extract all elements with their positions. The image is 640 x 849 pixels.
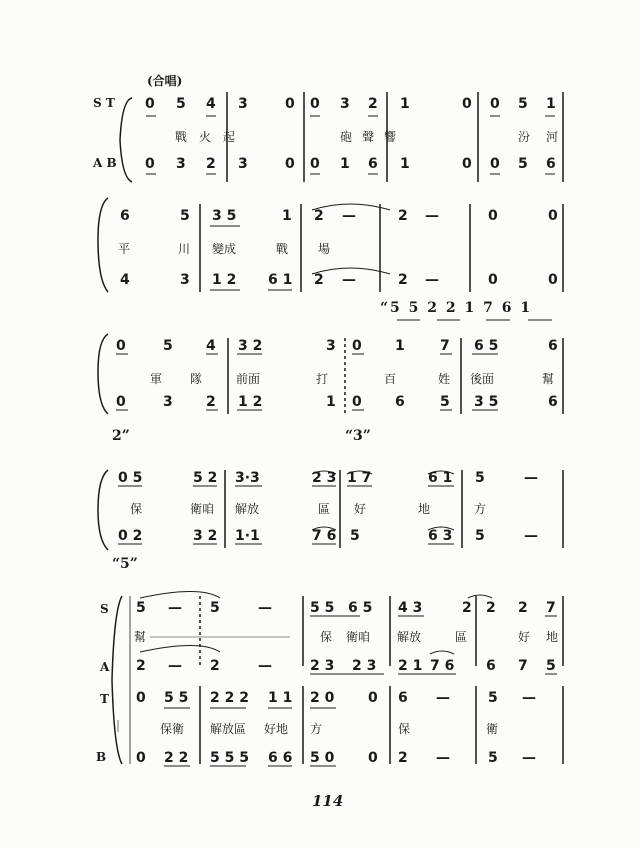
note: 6 [120,208,130,224]
system5-bracket [112,596,122,764]
lyric: 保衛 [160,722,185,736]
note: 2 [136,658,146,674]
note: 6 3 [428,528,453,544]
note: 3 [238,96,248,112]
system2-bracket [98,198,108,292]
note: 5 0 [310,750,335,766]
note: 0 [462,96,472,112]
lyric: 保 [320,630,333,644]
note: 2 [398,750,408,766]
note: 7 [440,338,450,354]
note: 7 6 [430,658,455,674]
lyric: 幫 [542,372,555,386]
section-label: (合唱) [147,74,183,88]
note: 4 [120,272,130,288]
note: 3 [326,338,336,354]
lyric: 汾 [518,130,531,144]
note: 1 [395,338,405,354]
note: 0 [488,208,498,224]
note: 6 5 [348,600,373,616]
note: — [258,600,272,616]
note: 2 [398,208,408,224]
note: 1 2 [238,394,263,410]
note: 0 [116,338,126,354]
note: 5 [350,528,360,544]
note: 2 3 [310,658,335,674]
note: 0 [368,750,378,766]
lyric: 區 [318,502,331,516]
note: 5 5 5 [210,750,249,766]
note: — [168,658,182,674]
note: 2 3 [312,470,337,486]
note: 6 6 [268,750,293,766]
lyric: 地 [418,502,431,516]
note: 6 5 [474,338,499,354]
note: 5 [518,156,528,172]
note: 3 5 [474,394,499,410]
note: 3 5 [212,208,237,224]
lyric: 解放區 [210,722,247,736]
note: 0 [462,156,472,172]
lyric: 衛咱 [346,630,371,644]
note: — [425,272,439,288]
note: 4 3 [398,600,423,616]
note: 5 [488,750,498,766]
note: — [342,272,356,288]
lyric: 衛咱 [190,502,215,516]
note: 6 [548,394,558,410]
note: 5 [136,600,146,616]
note: 0 5 [118,470,143,486]
note: 0 [490,156,500,172]
note: 6 [546,156,556,172]
note: 2 [206,394,216,410]
system3-bracket [98,334,108,414]
note: 2 [314,272,324,288]
note: 6 [398,690,408,706]
note: — [342,208,356,224]
lyric: 解放 [397,630,422,644]
note: 3·3 [235,470,260,486]
note: 0 [548,208,558,224]
note: 5 2 [193,470,218,486]
note: 2 [462,600,472,616]
note: 2 2 [164,750,189,766]
note: 5 [210,600,220,616]
note: 0 [368,690,378,706]
note: 6 1 [268,272,293,288]
note: 2 [518,600,528,616]
lyric: 好 [518,630,531,644]
page-number: 114 [312,792,344,810]
note: 0 [548,272,558,288]
note: 5 [518,96,528,112]
lyric: 戰火起 [175,130,248,144]
lyric: 後面 [470,372,495,386]
note: 0 [116,394,126,410]
note: 0 2 [118,528,143,544]
note: 2 2 2 [210,690,249,706]
note: 2 1 [398,658,423,674]
note: 5 [176,96,186,112]
note: 4 [206,338,216,354]
note: 5 [180,208,190,224]
cue-text: “5” [112,556,138,572]
lyric: 打 [316,372,329,386]
note: 1 [282,208,292,224]
note: — [436,690,450,706]
note: — [524,470,538,486]
note: — [436,750,450,766]
note: — [425,208,439,224]
lyric: 幫 [134,630,147,644]
part-label-t: T [100,692,109,706]
note: — [524,528,538,544]
system4-bracket [98,470,108,550]
note: 4 [206,96,216,112]
note: 1 [326,394,336,410]
lyric: 解放 [235,502,260,516]
note: 2 [486,600,496,616]
note: 0 [310,96,320,112]
note: 3 [163,394,173,410]
note: 3 2 [193,528,218,544]
note: 5 [475,528,485,544]
lyric: 百 [384,372,397,386]
note: 3 [176,156,186,172]
lyric: 前面 [236,372,261,386]
note: 0 [145,96,155,112]
note: 0 [310,156,320,172]
note: 2 [368,96,378,112]
part-label-b: B [96,750,107,764]
note: 0 [285,96,295,112]
note: 5 [440,394,450,410]
note: 7 [546,600,556,616]
lyric: 姓 [438,372,451,386]
note: 2 0 [310,690,335,706]
part-label-st: S T [93,96,115,110]
lyric: 平 [118,242,131,256]
cue-text: “3” [345,428,371,444]
note: 6 [395,394,405,410]
note: 0 [145,156,155,172]
lyric: 好 [354,502,367,516]
part-label-ab: A B [93,156,117,170]
lyric: 地 [546,630,559,644]
note: 5 [546,658,556,674]
note: 2 [206,156,216,172]
note: — [258,658,272,674]
note: 6 [368,156,378,172]
note: 0 [352,338,362,354]
note: 1·1 [235,528,260,544]
lyric: 隊 [190,372,203,386]
lyric: 區 [455,630,468,644]
note: — [522,690,536,706]
note: 6 1 [428,470,453,486]
note: 1 [400,96,410,112]
note: 2 [398,272,408,288]
lyric: 河 [546,130,559,144]
cue-text: “5 5 2 2 1 7 6 1 [380,300,533,316]
lyric: 砲聲響 [340,130,407,144]
lyric: 場 [318,242,331,256]
note: 1 [546,96,556,112]
note: 3 [238,156,248,172]
lyric: 好地 [264,722,289,736]
note: 2 [314,208,324,224]
note: 1 [340,156,350,172]
cue-text: 2” [112,428,130,444]
note: 3 [180,272,190,288]
note: 1 7 [347,470,372,486]
note: 2 [210,658,220,674]
note: — [168,600,182,616]
note: — [522,750,536,766]
note: 0 [352,394,362,410]
lyric: 保 [130,502,143,516]
note: 0 [488,272,498,288]
note: 1 1 [268,690,293,706]
part-label-a: A [100,660,110,674]
note: 3 [340,96,350,112]
lyric: 保 [398,722,411,736]
part-label-s: S [100,602,109,616]
note: 7 6 [312,528,337,544]
lyric: 衛 [486,722,499,736]
note: 3 2 [238,338,263,354]
note: 5 [163,338,173,354]
lyric: 戰 [276,242,289,256]
lyric: 軍 [150,372,163,386]
note: 0 [490,96,500,112]
lyric: 方 [474,502,487,516]
note: 0 [285,156,295,172]
note: 0 [136,690,146,706]
note: 1 [400,156,410,172]
note: 5 [475,470,485,486]
note: 6 [486,658,496,674]
note: 0 [136,750,146,766]
note: 1 2 [212,272,237,288]
note: 5 5 [310,600,335,616]
note: 6 [548,338,558,354]
note: 7 [518,658,528,674]
lyric: 川 [178,242,191,256]
lyric: 方 [310,722,323,736]
note: 5 [488,690,498,706]
note: 5 5 [164,690,189,706]
system1-bracket [120,98,132,182]
lyric: 變成 [212,242,237,256]
note: 2 3 [352,658,377,674]
